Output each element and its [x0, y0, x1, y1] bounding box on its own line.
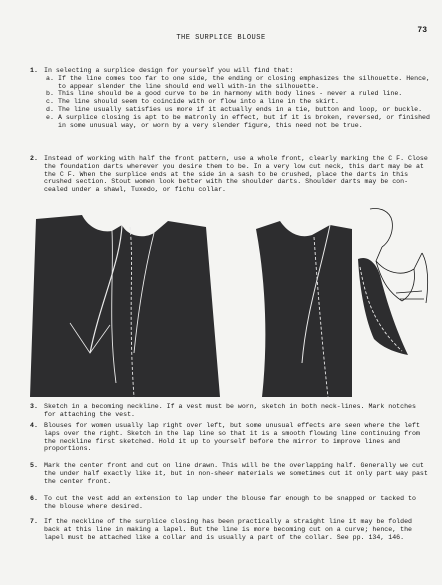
sub-point-a [44, 75, 430, 91]
item-text: Sketch in a becoming neckline. If a vest must be worn, sketch in both neck-lines. Mark notches for attaching the vest. [44, 403, 416, 418]
blouse-pattern-right [256, 221, 352, 397]
item-number: 7. [30, 518, 38, 525]
item-number: 2. [30, 155, 38, 162]
item-number: 5. [30, 462, 38, 469]
sub-point-letter: c. [46, 98, 54, 106]
sub-point-text: The line should seem to coincide with or flow into a line in the skirt. [58, 98, 339, 106]
item-1-intro: In selecting a surplice design for yourself you will find that: [44, 67, 294, 74]
instruction-item-4 [30, 422, 430, 453]
sub-point-letter: e. [46, 113, 54, 121]
item-number: 4. [30, 422, 38, 429]
item-number: 6. [30, 495, 38, 502]
item-number: 1. [30, 67, 38, 74]
page-number: 73 [417, 26, 427, 35]
item-text: To cut the vest add an extension to lap under the blouse far enough to be snapped or tacked to the blouse where desired. [44, 495, 416, 510]
sub-point-b [44, 90, 430, 98]
instruction-item-2 [30, 155, 430, 194]
instruction-item-1 [30, 67, 430, 129]
page-title: THE SURPLICE BLOUSE [176, 34, 266, 42]
lapel-pattern [358, 258, 408, 355]
sub-point-text: A surplice closing is apt to be matronly in effect, but if it is broken, reversed, or finished in some unusual way, or worn by a very slender figure, this need not be true. [58, 113, 430, 129]
pattern-illustration [30, 203, 430, 399]
item-text: Blouses for women usually lap right over left, but some unusual effects are seen where the left laps over the right. Sketch in the lap line so that it is a smooth flowing line continuing from the neckline first sketched. Hold it up to yourself before the mirror to improve lines and proportions. [44, 422, 420, 453]
sub-point-d [44, 106, 430, 114]
sub-point-letter: a. [46, 74, 54, 82]
instruction-item-5 [30, 462, 430, 485]
sub-point-text: The line usually satisfies us more if it actually ends in a tie, button and loop, or buckle. [58, 105, 423, 113]
sub-point-c [44, 98, 430, 106]
sub-point-e [44, 114, 430, 130]
instruction-item-6 [30, 495, 430, 511]
sub-point-text: If the line comes too far to one side, the ending or closing emphasizes the silhouette. Hence, to appear slender the line should end well with-in the silhouette. [58, 74, 430, 90]
item-text: Mark the center front and cut on line drawn. This will be the overlapping half. Generally we cut the under half exactly like it, but in non-sheer materials we sometimes cut it only part way past the center front. [44, 462, 428, 485]
item-text: If the neckline of the surplice closing has been practically a straight line it may be folded back at this line in making a lapel. But the line is more becoming cut on a curve; hence, the lapel must be attached like a collar and is usually a part of the collar. See pp. 134, 146. [44, 518, 412, 541]
sub-point-letter: d. [46, 105, 54, 113]
sub-point-letter: b. [46, 90, 54, 98]
blouse-pattern-left [30, 215, 220, 397]
item-text: Instead of working with half the front pattern, use a whole front, clearly marking the C F. Close the foundation darts wherever you desire them to be. In a very low cut neck, this dart may be at the C F. When the surplice ends at the side in a sash to be crushed, place the darts in this crushed section. Stout women look better with the shoulder darts. Shoulder darts may be con-cealed under a shawl, Tuxedo, or fichu collar. [44, 155, 428, 194]
instruction-item-7 [30, 518, 430, 541]
item-number: 3. [30, 403, 38, 410]
instruction-item-3 [30, 403, 430, 419]
sub-point-text: This line should be a good curve to be in harmony with body lines - never a ruled line. [58, 90, 403, 98]
pattern-drawing [30, 203, 430, 399]
